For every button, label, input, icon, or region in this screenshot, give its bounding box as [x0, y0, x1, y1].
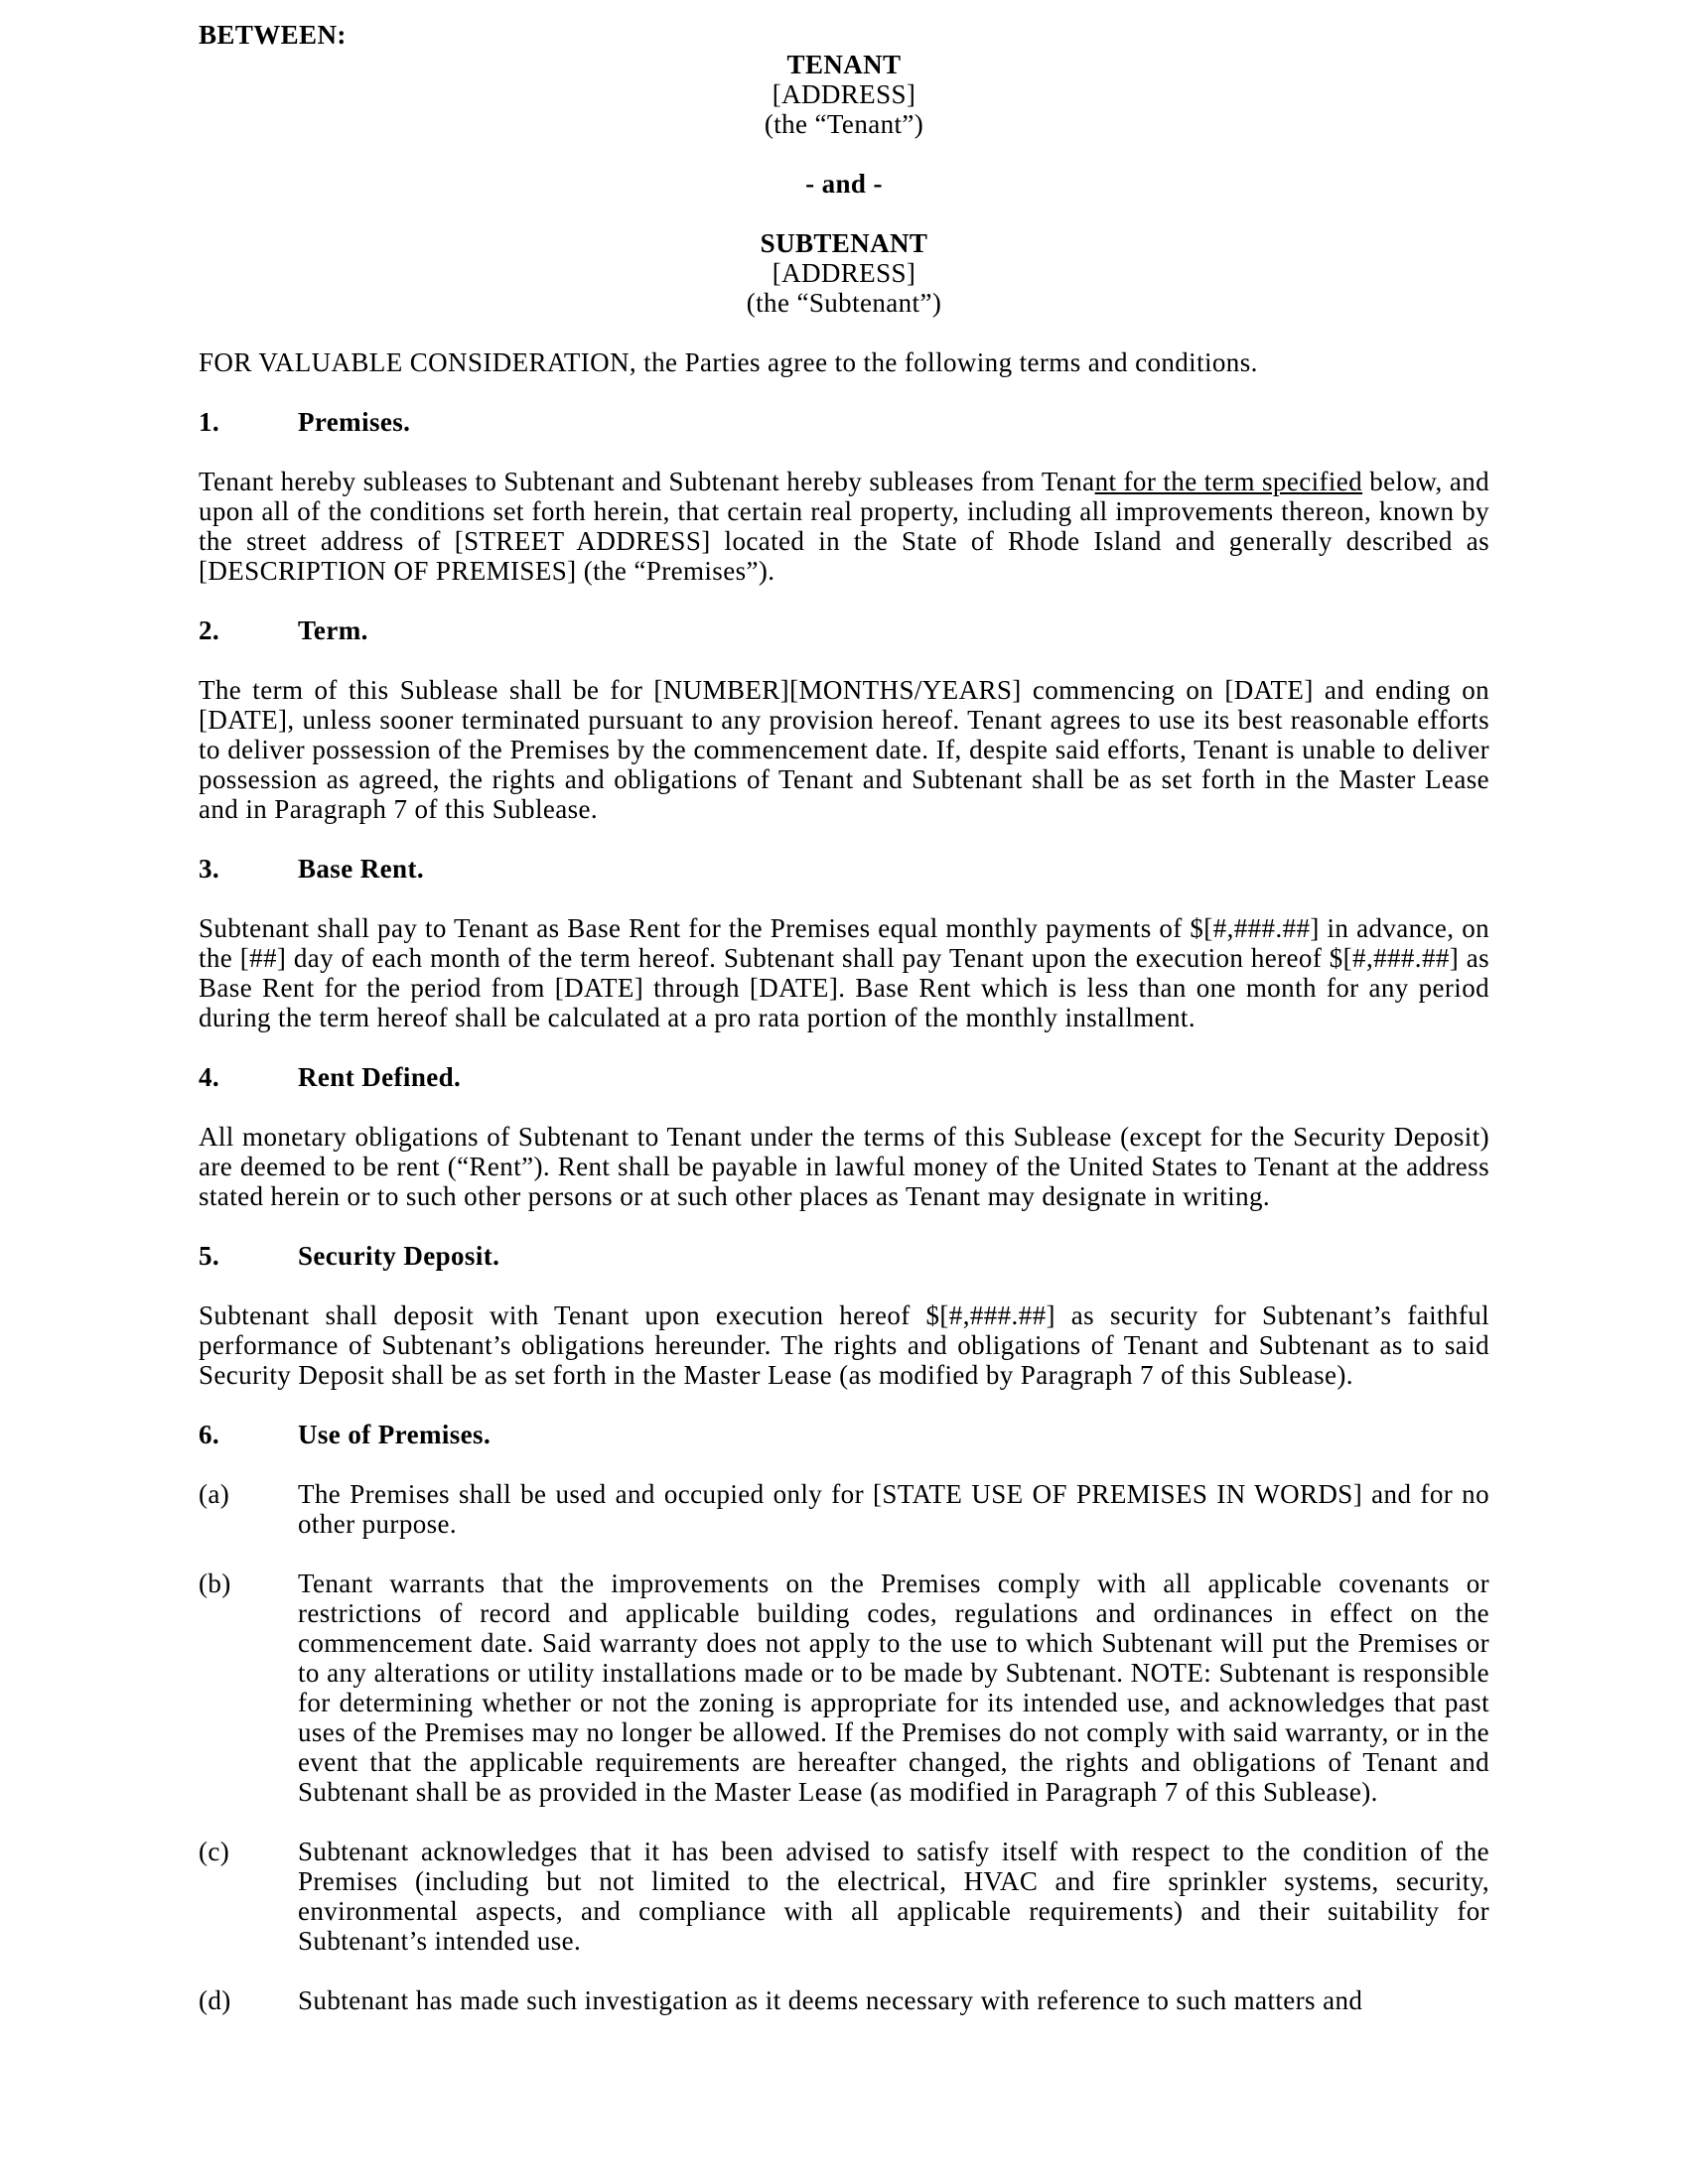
between-label: BETWEEN:	[199, 20, 347, 50]
subsection-a-body: The Premises shall be used and occupied only for [STATE USE OF PREMISES IN WORDS] and for no other purpose.	[298, 1479, 1489, 1539]
subsection-b-label: (b)	[199, 1569, 231, 1598]
section-5-title: Security Deposit.	[298, 1241, 500, 1271]
section-4-heading	[199, 1062, 1489, 1092]
section-2-heading	[199, 615, 1489, 645]
subtenant-address-placeholder: [ADDRESS]	[772, 258, 916, 288]
section-4-body: All monetary obligations of Subtenant to Tenant under the terms of this Sublease (except for the Security Deposit) are deemed to be rent (“Rent”). Rent shall be payable in lawful money of the United States to Tenant at the address stated herein or to such other persons or at such other places as Tenant may designate in writing.	[199, 1122, 1489, 1211]
subsection-a	[199, 1479, 1489, 1539]
section-1-body-underlined: nt for the term specified	[1094, 467, 1363, 496]
section-1-body-post: below, and upon all of the conditions set forth herein, that certain real property, including all improvements thereon, known by the street address of [STREET ADDRESS] located in the State of Rhode Island and generally described as [DESCRIPTION OF PREMISES] (the “Premises”).	[199, 467, 1489, 586]
section-6-number: 6.	[199, 1420, 220, 1449]
section-2-number: 2.	[199, 615, 220, 645]
section-1-title: Premises.	[298, 407, 411, 437]
section-2-body: The term of this Sublease shall be for [NUMBER][MONTHS/YEARS] commencing on [DATE] and ending on [DATE], unless sooner terminated pursuant to any provision hereof. Tenant agrees to use its best reasonable efforts to deliver possession of the Premises by the commencement date. If, despite said efforts, Tenant is unable to deliver possession as agreed, the rights and obligations of Tenant and Subtenant shall be as set forth in the Master Lease and in Paragraph 7 of this Sublease.	[199, 675, 1489, 824]
preamble: FOR VALUABLE CONSIDERATION, the Parties agree to the following terms and conditions.	[199, 347, 1258, 377]
section-3-heading	[199, 854, 1489, 884]
tenant-address-placeholder: [ADDRESS]	[772, 79, 916, 109]
subsection-c	[199, 1837, 1489, 1956]
and-separator: - and -	[805, 169, 883, 199]
section-2-title: Term.	[298, 615, 368, 645]
subsection-b	[199, 1569, 1489, 1807]
subsection-c-body: Subtenant acknowledges that it has been advised to satisfy itself with respect to the condition of the Premises (including but not limited to the electrical, HVAC and fire sprinkler systems, security, environmental aspects, and compliance with all applicable requirements) and their suitability for Subtenant’s intended use.	[298, 1837, 1489, 1956]
section-1-body	[199, 467, 1489, 586]
section-3-number: 3.	[199, 854, 220, 884]
subsection-d	[199, 1985, 1489, 2015]
section-4-number: 4.	[199, 1062, 220, 1092]
tenant-alias: (the “Tenant”)	[764, 109, 924, 139]
subsection-d-body: Subtenant has made such investigation as it deems necessary with reference to such matters and	[298, 1985, 1363, 2015]
tenant-name: TENANT	[786, 50, 902, 79]
subsection-c-label: (c)	[199, 1837, 230, 1866]
section-3-body: Subtenant shall pay to Tenant as Base Rent for the Premises equal monthly payments of $[#,###.##] in advance, on the [##] day of each month of the term hereof. Subtenant shall pay Tenant upon the execution hereof $[#,###.##] as Base Rent for the period from [DATE] through [DATE]. Base Rent which is less than one month for any period during the term hereof shall be calculated at a pro rata portion of the monthly installment.	[199, 913, 1489, 1032]
section-1-heading	[199, 407, 1489, 437]
subtenant-alias: (the “Subtenant”)	[746, 288, 942, 318]
subtenant-name: SUBTENANT	[760, 228, 928, 258]
subsection-d-label: (d)	[199, 1985, 231, 2015]
section-5-body: Subtenant shall deposit with Tenant upon execution hereof $[#,###.##] as security for Subtenant’s faithful performance of Subtenant’s obligations hereunder. The rights and obligations of Tenant and Subtenant as to said Security Deposit shall be as set forth in the Master Lease (as modified by Paragraph 7 of this Sublease).	[199, 1300, 1489, 1390]
section-5-heading	[199, 1241, 1489, 1271]
section-6-title: Use of Premises.	[298, 1420, 492, 1449]
section-1-number: 1.	[199, 407, 220, 437]
section-4-title: Rent Defined.	[298, 1062, 462, 1092]
subsection-a-label: (a)	[199, 1479, 230, 1509]
document-content	[199, 20, 1489, 2015]
section-3-title: Base Rent.	[298, 854, 424, 884]
section-5-number: 5.	[199, 1241, 220, 1271]
section-6-heading	[199, 1420, 1489, 1449]
section-1-body-pre: Tenant hereby subleases to Subtenant and Subtenant hereby subleases from Tena	[199, 467, 1095, 496]
subsection-b-body: Tenant warrants that the improvements on the Premises comply with all applicable covenants or restrictions of record and applicable building codes, regulations and ordinances in effect on the commencement date. Said warranty does not apply to the use to which Subtenant will put the Premises or to any alterations or utility installations made or to be made by Subtenant. NOTE: Subtenant is responsible for determining whether or not the zoning is appropriate for its intended use, and acknowledges that past uses of the Premises may no longer be allowed. If the Premises do not comply with said warranty, or in the event that the applicable requirements are hereafter changed, the rights and obligations of Tenant and Subtenant shall be as provided in the Master Lease (as modified in Paragraph 7 of this Sublease).	[298, 1569, 1489, 1807]
